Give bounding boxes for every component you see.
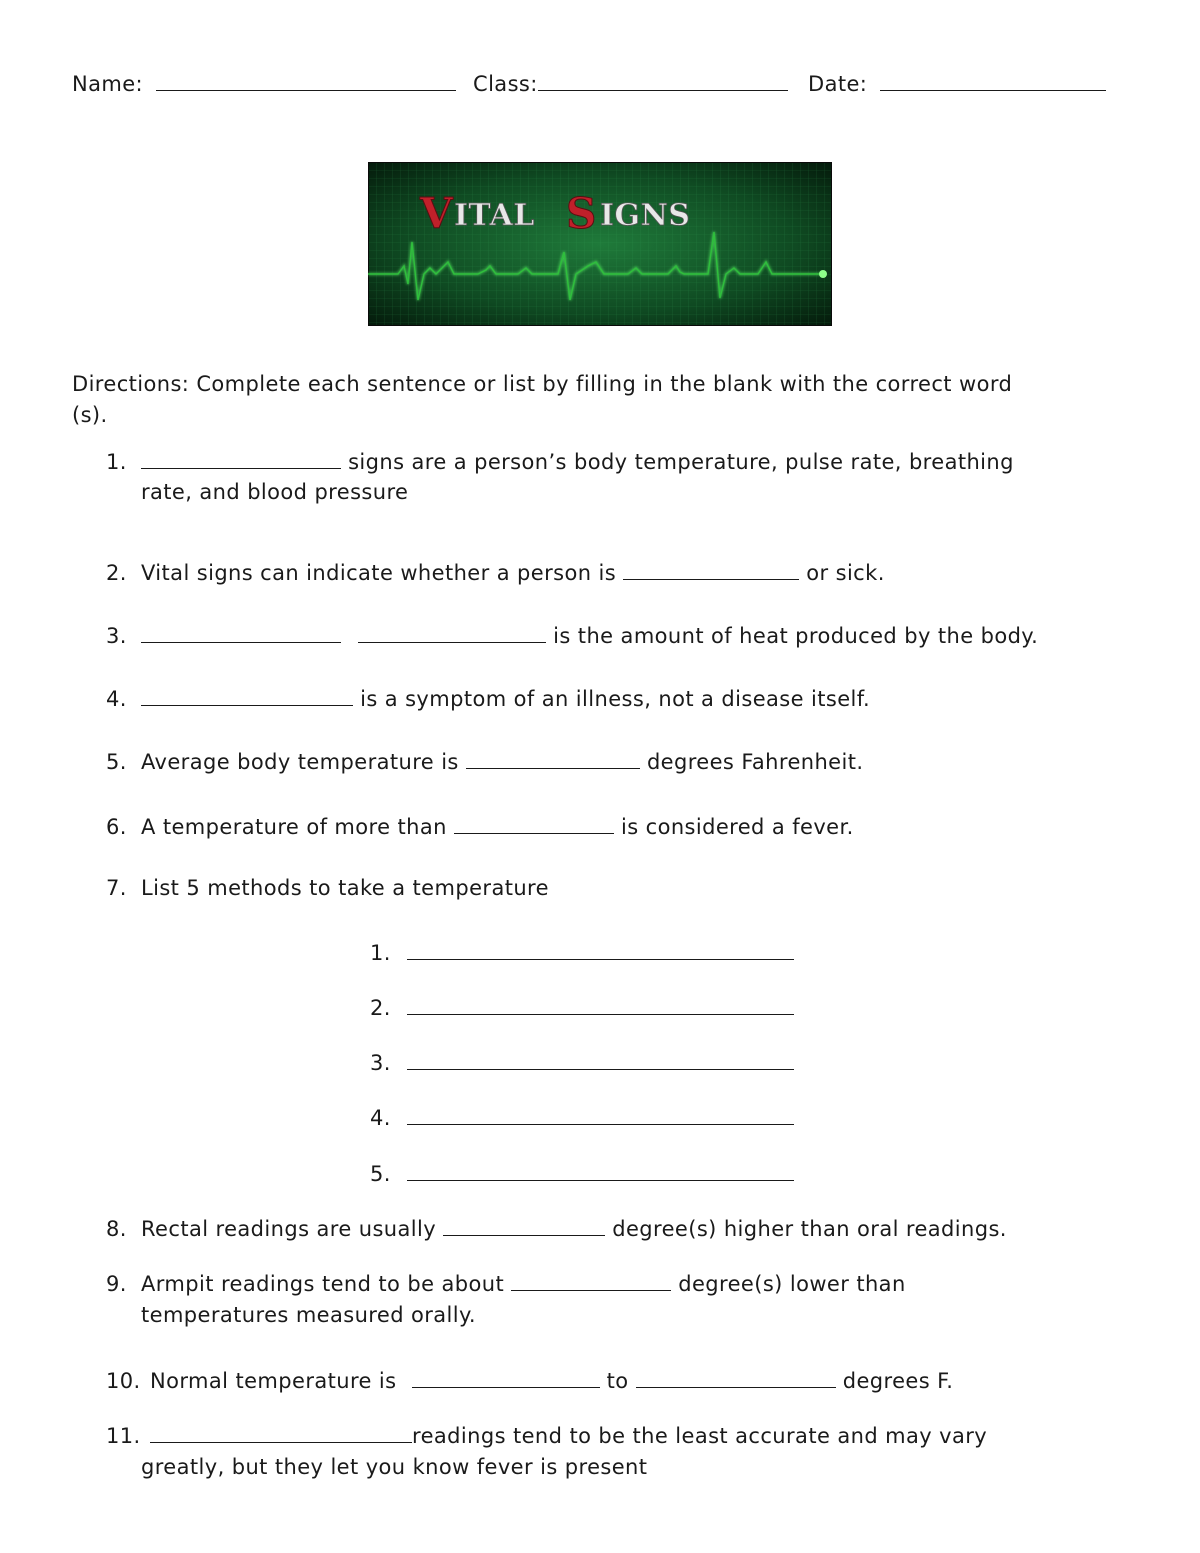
question-number: 5. bbox=[106, 750, 127, 774]
answer-blank-high[interactable] bbox=[636, 1367, 836, 1388]
date-blank[interactable] bbox=[880, 70, 1106, 91]
answer-blank[interactable] bbox=[150, 1422, 412, 1443]
method-item-2 bbox=[370, 994, 794, 1020]
answer-blank[interactable] bbox=[443, 1215, 605, 1236]
question-5 bbox=[106, 748, 863, 774]
question-text: is a symptom of an illness, not a disease itself. bbox=[360, 687, 871, 711]
answer-blank[interactable] bbox=[454, 813, 614, 834]
question-text: readings tend to be the least accurate and may vary bbox=[412, 1424, 988, 1448]
class-field bbox=[473, 70, 788, 96]
question-10 bbox=[106, 1367, 953, 1393]
banner-title-s: S bbox=[566, 189, 597, 238]
question-number: 6. bbox=[106, 815, 127, 839]
method-blank[interactable] bbox=[407, 994, 794, 1015]
class-label: Class: bbox=[473, 72, 538, 96]
question-text-after: degrees F. bbox=[842, 1369, 954, 1393]
question-text: Vital signs can indicate whether a person is bbox=[141, 561, 617, 585]
banner-grid bbox=[368, 162, 832, 326]
question-text: List 5 methods to take a temperature bbox=[141, 876, 549, 900]
method-blank[interactable] bbox=[407, 1160, 794, 1181]
ecg-dot bbox=[819, 270, 827, 278]
banner-title-ital: ITAL bbox=[454, 198, 535, 233]
question-3 bbox=[106, 622, 1038, 648]
banner-title-igns: IGNS bbox=[600, 198, 691, 233]
question-text: is the amount of heat produced by the body. bbox=[553, 624, 1039, 648]
question-2 bbox=[106, 559, 885, 585]
question-7 bbox=[106, 876, 549, 900]
answer-blank-2[interactable] bbox=[358, 622, 546, 643]
question-text: signs are a person’s body temperature, pulse rate, breathing bbox=[348, 450, 1014, 474]
directions-line2: (s). bbox=[72, 403, 108, 427]
answer-blank[interactable] bbox=[623, 559, 799, 580]
method-blank[interactable] bbox=[407, 939, 794, 960]
question-number: 2. bbox=[106, 561, 127, 585]
method-blank[interactable] bbox=[407, 1104, 794, 1125]
class-blank[interactable] bbox=[538, 70, 788, 91]
question-number: 8. bbox=[106, 1217, 127, 1241]
answer-blank[interactable] bbox=[141, 685, 353, 706]
question-text-after: or sick. bbox=[806, 561, 885, 585]
question-9-cont: temperatures measured orally. bbox=[141, 1303, 476, 1327]
method-number: 3. bbox=[370, 1051, 391, 1075]
answer-blank-low[interactable] bbox=[412, 1367, 600, 1388]
question-text-after: is considered a fever. bbox=[620, 815, 854, 839]
question-text: Armpit readings tend to be about bbox=[141, 1272, 505, 1296]
question-text-middle: to bbox=[606, 1369, 629, 1393]
question-number: 4. bbox=[106, 687, 127, 711]
question-number: 11. bbox=[106, 1424, 141, 1448]
question-11 bbox=[106, 1422, 987, 1448]
question-number: 3. bbox=[106, 624, 127, 648]
question-1 bbox=[106, 448, 1014, 474]
question-text: Average body temperature is bbox=[141, 750, 459, 774]
date-field bbox=[808, 70, 1106, 96]
method-blank[interactable] bbox=[407, 1049, 794, 1070]
question-8 bbox=[106, 1215, 1007, 1241]
question-4 bbox=[106, 685, 870, 711]
question-11-cont: greatly, but they let you know fever is present bbox=[141, 1455, 648, 1479]
method-item-4 bbox=[370, 1104, 794, 1130]
question-number: 7. bbox=[106, 876, 127, 900]
question-text: Normal temperature is bbox=[150, 1369, 397, 1393]
answer-blank[interactable] bbox=[511, 1270, 671, 1291]
question-text: A temperature of more than bbox=[141, 815, 447, 839]
question-number: 1. bbox=[106, 450, 127, 474]
method-item-1 bbox=[370, 939, 794, 965]
answer-blank-1[interactable] bbox=[141, 622, 341, 643]
question-number: 10. bbox=[106, 1369, 141, 1393]
question-text-after: degree(s) higher than oral readings. bbox=[612, 1217, 1007, 1241]
name-label: Name: bbox=[72, 72, 144, 96]
method-number: 1. bbox=[370, 941, 391, 965]
name-field bbox=[72, 70, 456, 96]
directions-line1: Directions: Complete each sentence or list by filling in the blank with the correct word bbox=[72, 372, 1013, 396]
answer-blank[interactable] bbox=[141, 448, 341, 469]
method-number: 5. bbox=[370, 1162, 391, 1186]
question-6 bbox=[106, 813, 854, 839]
answer-blank[interactable] bbox=[466, 748, 640, 769]
name-blank[interactable] bbox=[156, 70, 456, 91]
question-1-cont: rate, and blood pressure bbox=[141, 480, 409, 504]
method-item-3 bbox=[370, 1049, 794, 1075]
method-number: 2. bbox=[370, 996, 391, 1020]
method-item-5 bbox=[370, 1160, 794, 1186]
question-text: Rectal readings are usually bbox=[141, 1217, 437, 1241]
date-label: Date: bbox=[808, 72, 868, 96]
vital-signs-banner bbox=[368, 162, 832, 326]
question-number: 9. bbox=[106, 1272, 127, 1296]
question-9 bbox=[106, 1270, 906, 1296]
question-text-after: degrees Fahrenheit. bbox=[646, 750, 864, 774]
banner-title-v: V bbox=[420, 189, 453, 238]
question-text-after: degree(s) lower than bbox=[678, 1272, 906, 1296]
method-number: 4. bbox=[370, 1106, 391, 1130]
